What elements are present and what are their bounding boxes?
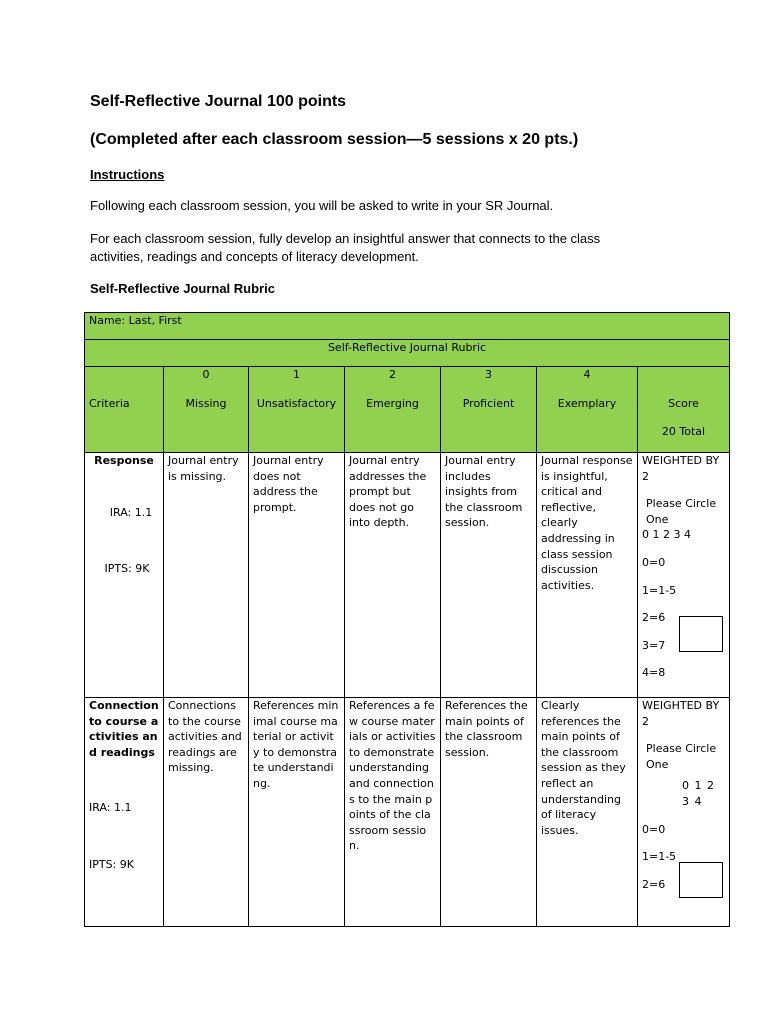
level-2-header: 2 Emerging [345, 367, 441, 453]
weighted-label: WEIGHTED BY 2 [642, 699, 720, 728]
level-2-description: Journal entry addresses the prompt but does not go into depth. [345, 453, 441, 698]
score-cell [638, 698, 730, 927]
criteria-header: Criteria [85, 367, 164, 453]
header-row [85, 367, 730, 453]
level-1-header: 1 Unsatisfactory [249, 367, 345, 453]
level-1-description: Journal entry does not address the prompt. [249, 453, 345, 698]
criterion-name: Connection to course activities and readings [89, 699, 159, 759]
level-3-description: Journal entry includes insights from the classroom session. [441, 453, 537, 698]
weighted-label: WEIGHTED BY 2 [642, 454, 720, 483]
rubric-table [84, 312, 730, 927]
score-header: Score 20 Total [638, 367, 730, 453]
score-cell [638, 453, 730, 698]
level-1-description: References minimal course material or activity to demonstrate understanding. [249, 698, 345, 927]
score-options[interactable]: 0 1 2 3 4 [642, 528, 691, 542]
rubric-title-row [85, 340, 730, 367]
score-map-0: 0=0 [642, 822, 666, 836]
document-title: Self-Reflective Journal 100 points [90, 93, 347, 110]
rubric-heading: Self-Reflective Journal Rubric [90, 281, 275, 296]
level-0-description: Connections to the course activities and readings are missing. [164, 698, 249, 927]
level-2-description: References a few course materials or activities to demonstrate understanding and connections to the main points of the classroom session. [345, 698, 441, 927]
instructions-paragraph-1: Following each classroom session, you will be asked to write in your SR Journal. [90, 198, 554, 213]
document-subtitle: (Completed after each classroom session—5 sessions x 20 pts.) [90, 131, 579, 148]
rubric-row-response [85, 453, 730, 698]
circle-instruction: Please Circle One [646, 497, 717, 526]
level-0-description: Journal entry is missing. [164, 453, 249, 698]
score-map-2: 2=6 [642, 877, 666, 891]
score-entry-box[interactable] [679, 862, 723, 898]
score-map-1: 1=1-5 [642, 583, 677, 597]
level-3-description: References the main points of the classroom session. [441, 698, 537, 927]
ira-standard: IRA: 1.1 [109, 505, 153, 519]
ipts-standard: IPTS: 9K [104, 562, 150, 576]
level-4-header: 4 Exemplary [537, 367, 638, 453]
rubric-row-connection [85, 698, 730, 927]
name-row [85, 313, 730, 340]
level-4-description: Journal response is insightful, critical and reflective, clearly addressing in class session discussion activities. [537, 453, 638, 698]
circle-instruction: Please Circle One [646, 742, 717, 771]
score-map-2: 2=6 [642, 611, 666, 625]
criterion-cell [85, 453, 164, 698]
score-map-0: 0=0 [642, 555, 666, 569]
score-options[interactable]: 0 1 2 3 4 [682, 779, 714, 808]
score-map-4: 4=8 [642, 666, 666, 680]
level-3-header: 3 Proficient [441, 367, 537, 453]
score-map-1: 1=1-5 [642, 850, 677, 864]
instructions-heading: Instructions [90, 167, 165, 182]
score-entry-box[interactable] [679, 616, 723, 652]
instructions-paragraph-2: For each classroom session, fully develop an insightful answer that connects to the class activities, readings and concepts of literacy development. [90, 231, 601, 264]
criterion-name: Response [94, 454, 154, 467]
level-4-description: Clearly references the main points of the classroom session as they reflect an understanding of literacy issues. [537, 698, 638, 927]
ira-standard: IRA: 1.1 [89, 801, 132, 815]
score-map-3: 3=7 [642, 638, 666, 652]
criterion-cell [85, 698, 164, 927]
level-0-header: 0 Missing [164, 367, 249, 453]
ipts-standard: IPTS: 9K [89, 857, 134, 871]
name-cell: Name: Last, First [85, 313, 730, 340]
rubric-title-cell: Self-Reflective Journal Rubric [85, 340, 730, 367]
